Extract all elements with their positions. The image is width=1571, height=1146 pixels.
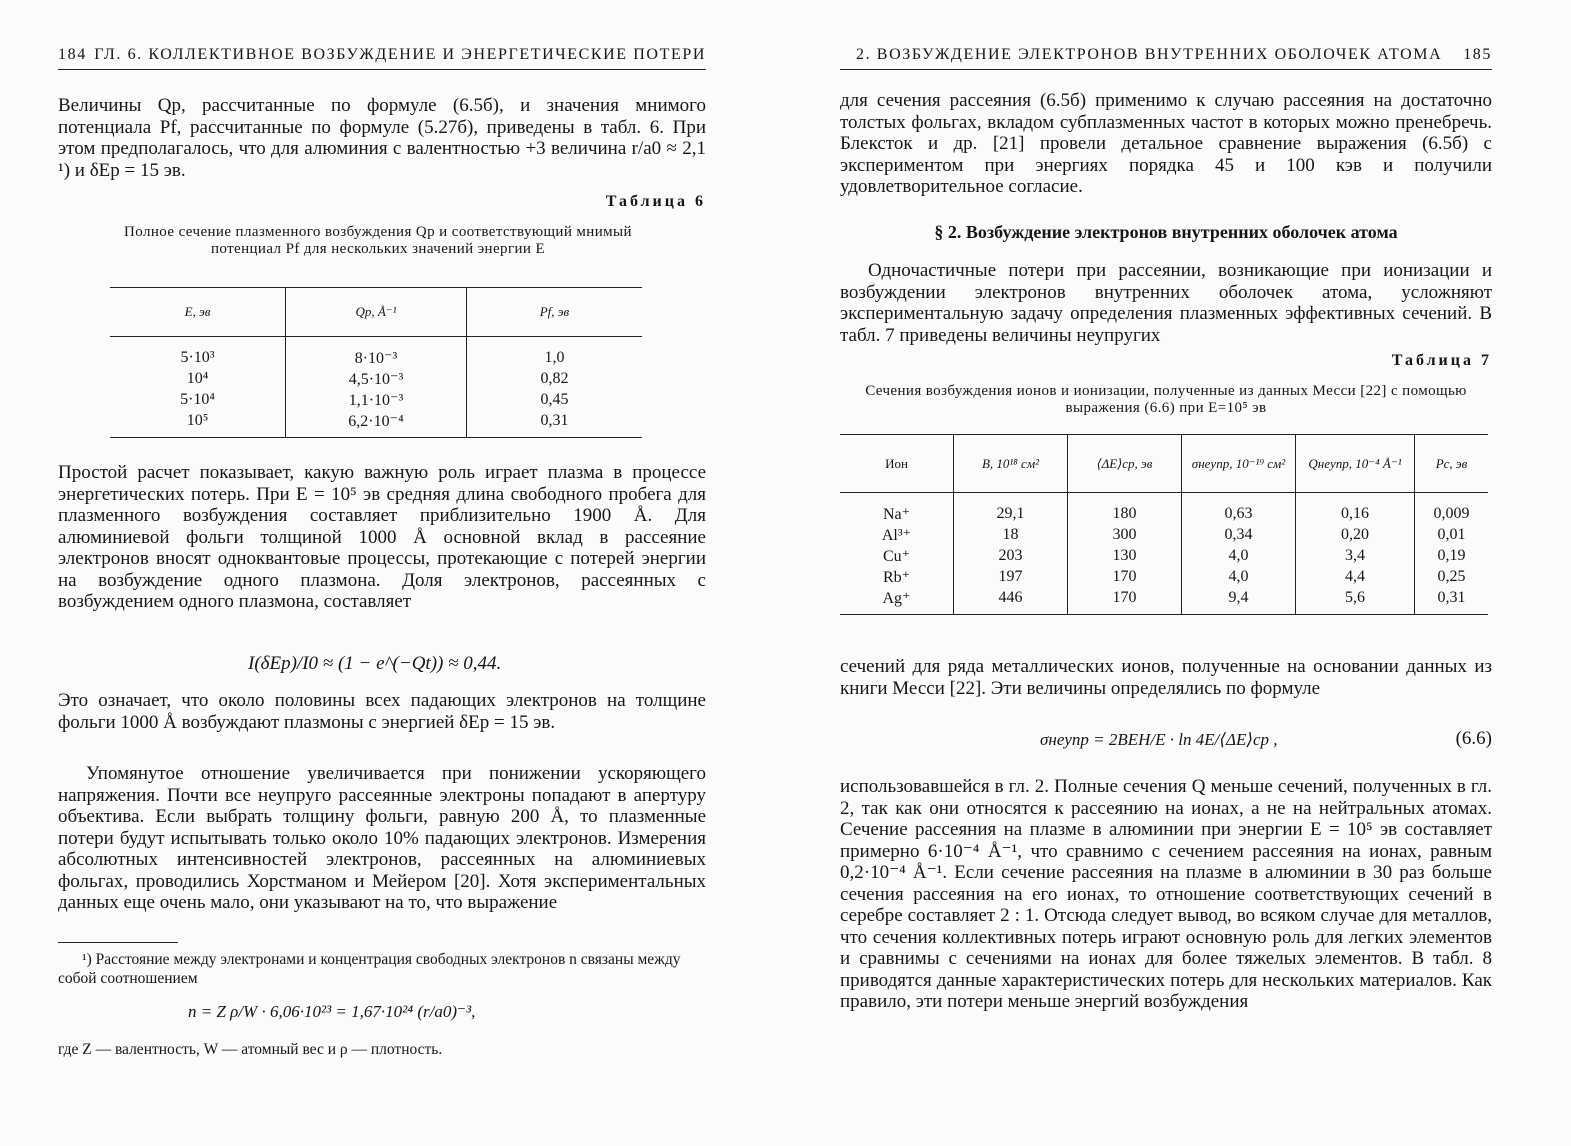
paragraph: Одночастичные потери при рассеянии, возникающие при ионизации и возбуждении электронов внутренних оболочек атома, усложняют экспериментальную задачу определения плазменных эффективных сечений. В табл. 7 приведены величины неупругих [840, 260, 1492, 346]
table-header-cell: Qp, Å⁻¹ [286, 288, 467, 337]
table-cell: 0,19 [1415, 545, 1489, 566]
paragraph: Упомянутое отношение увеличивается при понижении ускоряющего напряжения. Почти все неупруго рассеянные электроны попадают в апертуру объектива. Если выбрать толщину фольги, равную 200 Å, то плазменные потери будут испытывать только около 10% падающих электронов. Измерения абсолютных интенсивностей электронов, рассеянных на алюминиевых фольгах, проводились Хорстманом и Мейером [20]. Хотя экспериментальных данных еще очень мало, они указывают на то, что выражение [58, 763, 706, 913]
table-row [840, 493, 1488, 525]
table-cell: 0,31 [1415, 587, 1489, 615]
page-number: 184 [58, 46, 87, 63]
table-cell: 3,4 [1296, 545, 1415, 566]
table-cell: 10⁴ [186, 369, 209, 387]
table-header-cell: ⟨ΔE⟩ср, эв [1068, 435, 1182, 493]
table-cell: 203 [954, 545, 1068, 566]
table-cell: 0,34 [1182, 524, 1296, 545]
table-7 [840, 434, 1488, 615]
table-cell: Rb⁺ [882, 568, 911, 586]
table-cell: 300 [1068, 524, 1182, 545]
table-row [110, 337, 642, 369]
table-cell: 446 [954, 587, 1068, 615]
table-header-cell: E, эв [110, 288, 286, 337]
table-cell: 5·10³ [180, 348, 215, 366]
table-cell: 0,31 [466, 410, 642, 438]
table-cell: 18 [954, 524, 1068, 545]
table-header-cell: Qнеупр, 10⁻⁴ Å⁻¹ [1296, 435, 1415, 493]
table-cell: Cu⁺ [882, 547, 911, 565]
table-header-cell: Ион [840, 435, 954, 493]
right-page [840, 0, 1492, 1146]
table-caption: Таблица 7 [1391, 352, 1492, 369]
table-cell: 0,63 [1182, 493, 1296, 525]
footnote: ¹) Расстояние между электронами и концентрация свободных электронов n связаны между собой соотношением [58, 951, 681, 987]
equation-number: (6.6) [1455, 728, 1492, 749]
table-cell: 4,4 [1296, 566, 1415, 587]
table-cell: 5·10⁴ [180, 390, 215, 408]
table-cell: 5,6 [1296, 587, 1415, 615]
paragraph: Это означает, что около половины всех падающих электронов на толщине фольги 1000 Å возбуждают плазмоны с энергией δEp = 15 эв. [58, 690, 706, 733]
table-cell: Al³⁺ [881, 526, 912, 544]
paragraph: сечений для ряда металлических ионов, полученные на основании данных из книги Месси [22]. Эти величины определялись по формуле [840, 656, 1492, 699]
table-header-cell: Pf, эв [466, 288, 642, 337]
table-cell: 1,1·10⁻³ [286, 389, 467, 410]
table-header-row [110, 288, 642, 337]
table-cell: 0,45 [466, 389, 642, 410]
table-cell: 10⁵ [110, 410, 286, 438]
table-cell: 0,16 [1296, 493, 1415, 525]
page-number: 185 [1463, 46, 1492, 63]
table-cell: 0,009 [1415, 493, 1489, 525]
table-title: Сечения возбуждения ионов и ионизации, полученные из данных Месси [22] с помощью выражения (6.6) при E=10⁵ эв [865, 383, 1467, 416]
table-row [110, 368, 642, 389]
table-6 [110, 287, 642, 438]
table-cell: 29,1 [954, 493, 1068, 525]
table-row [840, 587, 1488, 615]
table-title: Полное сечение плазменного возбуждения Qp и соответствующий мнимый потенциал Pf для нескольких значений энергии E [124, 224, 632, 257]
table-caption: Таблица 6 [605, 193, 706, 210]
table-header-cell: Pc, эв [1415, 435, 1489, 493]
table-cell: 0,25 [1415, 566, 1489, 587]
header-title: ГЛ. 6. КОЛЛЕКТИВНОЕ ВОЗБУЖДЕНИЕ И ЭНЕРГЕТИЧЕСКИЕ ПОТЕРИ [94, 46, 706, 63]
table-cell: 170 [1068, 587, 1182, 615]
table-header-cell: σнеупр, 10⁻¹⁹ см² [1182, 435, 1296, 493]
left-page [58, 0, 706, 1146]
table-cell: 6,2·10⁻⁴ [286, 410, 467, 438]
footnote-rule [58, 942, 178, 943]
table-cell: 170 [1068, 566, 1182, 587]
table-row [840, 524, 1488, 545]
equation: I(δEp)/I0 ≈ (1 − e^(−Qt)) ≈ 0,44. [248, 653, 502, 674]
paragraph: Простой расчет показывает, какую важную роль играет плазма в процессе энергетических потерь. При E = 10⁵ эв средняя длина свободного пробега для плазменного возбуждения составляет приблизительно 1900 Å. Для алюминиевой фольги толщиной 1000 Å основной вклад в рассеяние электронов вносят одноквантовые процессы, протекающие с потерей энергии на возбуждение одного плазмона. Доля электронов, рассеянных с возбуждением одного плазмона, составляет [58, 462, 706, 612]
running-header [840, 46, 1492, 70]
equation: σнеупр = 2BEH/E · ln 4E/⟨ΔE⟩ср , [1040, 730, 1278, 749]
table-cell: 197 [954, 566, 1068, 587]
table-cell: 4,5·10⁻³ [286, 368, 467, 389]
table-header-cell: B, 10¹⁸ см² [954, 435, 1068, 493]
table-row [110, 410, 642, 438]
table-cell: 130 [1068, 545, 1182, 566]
table-cell: Na⁺ [882, 505, 911, 523]
footnote-equation: n = Z ρ/W · 6,06·10²³ = 1,67·10²⁴ (r/a0)⁻³, [188, 1002, 476, 1021]
table-cell: 1,0 [466, 337, 642, 369]
table-cell: 0,20 [1296, 524, 1415, 545]
table-cell: 4,0 [1182, 545, 1296, 566]
table-row [840, 545, 1488, 566]
table-cell: Ag⁺ [840, 587, 954, 615]
header-title: 2. ВОЗБУЖДЕНИЕ ЭЛЕКТРОНОВ ВНУТРЕННИХ ОБОЛОЧЕК АТОМА [856, 46, 1443, 63]
table-cell: 0,82 [466, 368, 642, 389]
table-cell: 0,01 [1415, 524, 1489, 545]
paragraph: использовавшейся в гл. 2. Полные сечения Q меньше сечений, полученных в гл. 2, так как они относятся к рассеянию на ионах, а не на нейтральных атомах. Сечение рассеяния на плазме в алюминии при энергии E = 10⁵ эв составляет примерно 6·10⁻⁴ Å⁻¹, что сравнимо с сечением рассеяния на ионах, равным 0,2·10⁻⁴ Å⁻¹. Если сечение рассеяния на плазме в алюминии в 30 раз больше сечения рассеяния на его ионах, то отношение соответствующих сечений в серебре составляет 2 : 1. Отсюда следует вывод, во всяком случае для металлов, что сечения коллективных потерь играют основную роль для легких элементов и сравнимы с сечениями на ионах для более тяжелых элементов. В табл. 8 приводятся данные характеристических потерь для нескольких материалов. Как правило, эти потери меньше энергий возбуждения [840, 776, 1492, 1012]
footnote: где Z — валентность, W — атомный вес и ρ — плотность. [58, 1041, 443, 1058]
table-cell: 9,4 [1182, 587, 1296, 615]
table-cell: 8·10⁻³ [286, 337, 467, 369]
table-cell: 180 [1068, 493, 1182, 525]
table-row [110, 389, 642, 410]
table-header-row [840, 435, 1488, 493]
table-row [840, 566, 1488, 587]
section-heading: § 2. Возбуждение электронов внутренних оболочек атома [934, 222, 1398, 242]
running-header [58, 46, 706, 70]
paragraph: для сечения рассеяния (6.5б) применимо к случаю рассеяния на достаточно толстых фольгах, вкладом субплазменных частот в которых можно пренебречь. Блексток и др. [21] провели детальное сравнение выражения (6.5б) с экспериментом при энергиях порядка 45 и 100 кэв и получили удовлетворительное согласие. [840, 90, 1492, 197]
table-cell: 4,0 [1182, 566, 1296, 587]
paragraph: Величины Qp, рассчитанные по формуле (6.5б), и значения мнимого потенциала Pf, рассчитанные по формуле (5.27б), приведены в табл. 6. При этом предполагалось, что для алюминия с валентностью +3 величина r/a0 ≈ 2,1 ¹) и δEp = 15 эв. [58, 95, 706, 181]
